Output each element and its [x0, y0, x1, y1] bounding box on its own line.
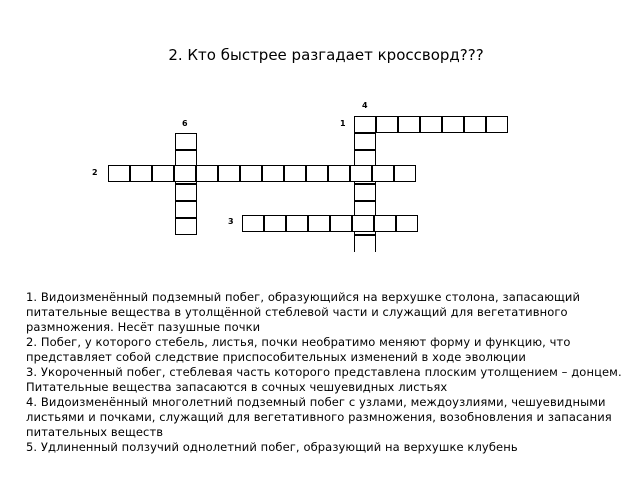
crossword-cell-word-3[interactable]	[330, 215, 352, 232]
crossword-cell-word-2[interactable]	[350, 165, 372, 182]
clue-number-3: 3	[228, 217, 234, 226]
crossword-cell-word-2[interactable]	[108, 165, 130, 182]
crossword-cell-word-2[interactable]	[174, 165, 196, 182]
crossword-cell-word-3[interactable]	[286, 215, 308, 232]
crossword-cell-word-6[interactable]	[175, 133, 197, 150]
clue-1: 1. Видоизменённый подземный побег, образующийся на верхушке столона, запасающий питательные вещества в утолщённой стеблевой части и служащий для вегетативного размножения. Несёт пазушные почки	[26, 290, 581, 334]
clue-number-2: 2	[92, 168, 98, 177]
clue-5: 5. Удлиненный ползучий однолетний побег, образующий на верхушке клубень	[26, 440, 518, 454]
crossword-cell-word-4[interactable]	[354, 235, 376, 252]
crossword-cell-word-6[interactable]	[175, 201, 197, 218]
crossword-cell-word-2[interactable]	[262, 165, 284, 182]
crossword-cell-word-1[interactable]	[442, 116, 464, 133]
crossword-cell-word-2[interactable]	[306, 165, 328, 182]
crossword-cell-word-1[interactable]	[376, 116, 398, 133]
crossword-cell-word-3[interactable]	[242, 215, 264, 232]
clue-number-4: 4	[362, 101, 368, 110]
crossword-cell-word-3[interactable]	[374, 215, 396, 232]
crossword-cell-word-2[interactable]	[284, 165, 306, 182]
crossword-cell-word-6[interactable]	[175, 184, 197, 201]
crossword-cell-word-2[interactable]	[328, 165, 350, 182]
crossword-cell-word-2[interactable]	[394, 165, 416, 182]
crossword-cell-word-2[interactable]	[152, 165, 174, 182]
crossword-cell-word-1[interactable]	[420, 116, 442, 133]
crossword-cell-word-4[interactable]	[354, 133, 376, 150]
crossword-cell-word-3[interactable]	[308, 215, 330, 232]
crossword-cell-word-3[interactable]	[264, 215, 286, 232]
crossword-cell-word-1[interactable]	[398, 116, 420, 133]
crossword-cell-word-2[interactable]	[130, 165, 152, 182]
clue-number-1: 1	[340, 119, 346, 128]
crossword-cell-word-2[interactable]	[196, 165, 218, 182]
clue-2: 2. Побег, у которого стебель, листья, почки необратимо меняют форму и функцию, что представляет собой следствие приспособительных изменений в ходе эволюции	[26, 335, 571, 364]
crossword-cell-word-1[interactable]	[354, 116, 376, 133]
clue-number-6: 6	[182, 119, 188, 128]
crossword-cell-word-2[interactable]	[372, 165, 394, 182]
crossword-cell-word-6[interactable]	[175, 218, 197, 235]
clue-3: 3. Укороченный побег, стеблевая часть которого представлена плоским утолщением – донцем. Питательные вещества запасаются в сочных чешуевидных листьях	[26, 365, 622, 394]
clues-list	[26, 290, 626, 455]
crossword-cell-word-2[interactable]	[218, 165, 240, 182]
crossword-cell-word-2[interactable]	[240, 165, 262, 182]
crossword-cell-word-1[interactable]	[486, 116, 508, 133]
page-title: 2. Кто быстрее разгадает кроссворд???	[168, 46, 484, 64]
crossword-cell-word-3[interactable]	[396, 215, 418, 232]
crossword-cell-word-4[interactable]	[354, 184, 376, 201]
crossword-cell-word-3[interactable]	[352, 215, 374, 232]
clue-4: 4. Видоизменённый многолетний подземный побег с узлами, междоузлиями, чешуевидными листьями и почками, служащий для вегетативного размножения, возобновления и запасания питательных веществ	[26, 395, 612, 439]
crossword-cell-word-1[interactable]	[464, 116, 486, 133]
